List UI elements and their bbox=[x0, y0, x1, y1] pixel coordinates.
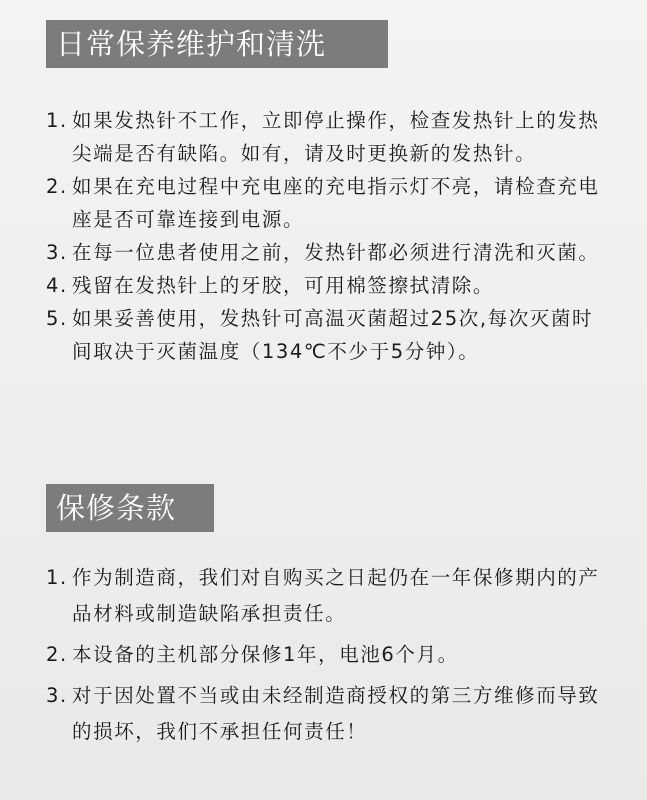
item-text: 残留在发热针上的牙胶，可用棉签擦拭清除。 bbox=[72, 274, 495, 297]
item-text: 对于因处置不当或由未经制造商授权的第三方维修而导致的损坏，我们不承担任何责任！ bbox=[72, 684, 600, 743]
item-number: 2. bbox=[46, 643, 68, 666]
list-item bbox=[46, 236, 606, 269]
list-item bbox=[46, 678, 606, 750]
list-item bbox=[46, 302, 606, 368]
item-number: 3. bbox=[46, 241, 68, 264]
list-item bbox=[46, 170, 606, 236]
item-number: 4. bbox=[46, 274, 68, 297]
item-number: 1. bbox=[46, 566, 68, 589]
item-number: 2. bbox=[46, 175, 68, 198]
list-item bbox=[46, 104, 606, 170]
item-number: 3. bbox=[46, 684, 68, 707]
section-title-warranty: 保修条款 bbox=[46, 484, 214, 532]
section-title-maintenance: 日常保养维护和清洗 bbox=[46, 20, 388, 68]
item-text: 本设备的主机部分保修1年，电池6个月。 bbox=[72, 643, 459, 666]
item-number: 1. bbox=[46, 109, 68, 132]
list-item bbox=[46, 637, 606, 673]
item-text: 如果在充电过程中充电座的充电指示灯不亮，请检查充电座是否可靠连接到电源。 bbox=[72, 175, 600, 231]
maintenance-list bbox=[46, 104, 606, 368]
item-text: 如果发热针不工作，立即停止操作，检查发热针上的发热尖端是否有缺陷。如有，请及时更换新的发热针。 bbox=[72, 109, 600, 165]
item-text: 作为制造商，我们对自购买之日起仍在一年保修期内的产品材料或制造缺陷承担责任。 bbox=[72, 566, 600, 625]
list-item bbox=[46, 560, 606, 632]
item-text: 如果妥善使用，发热针可高温灭菌超过25次,每次灭菌时间取决于灭菌温度（134℃不少于5分钟）。 bbox=[72, 307, 594, 363]
list-item bbox=[46, 269, 606, 302]
item-number: 5. bbox=[46, 307, 68, 330]
warranty-list bbox=[46, 560, 606, 755]
item-text: 在每一位患者使用之前，发热针都必须进行清洗和灭菌。 bbox=[72, 241, 600, 264]
